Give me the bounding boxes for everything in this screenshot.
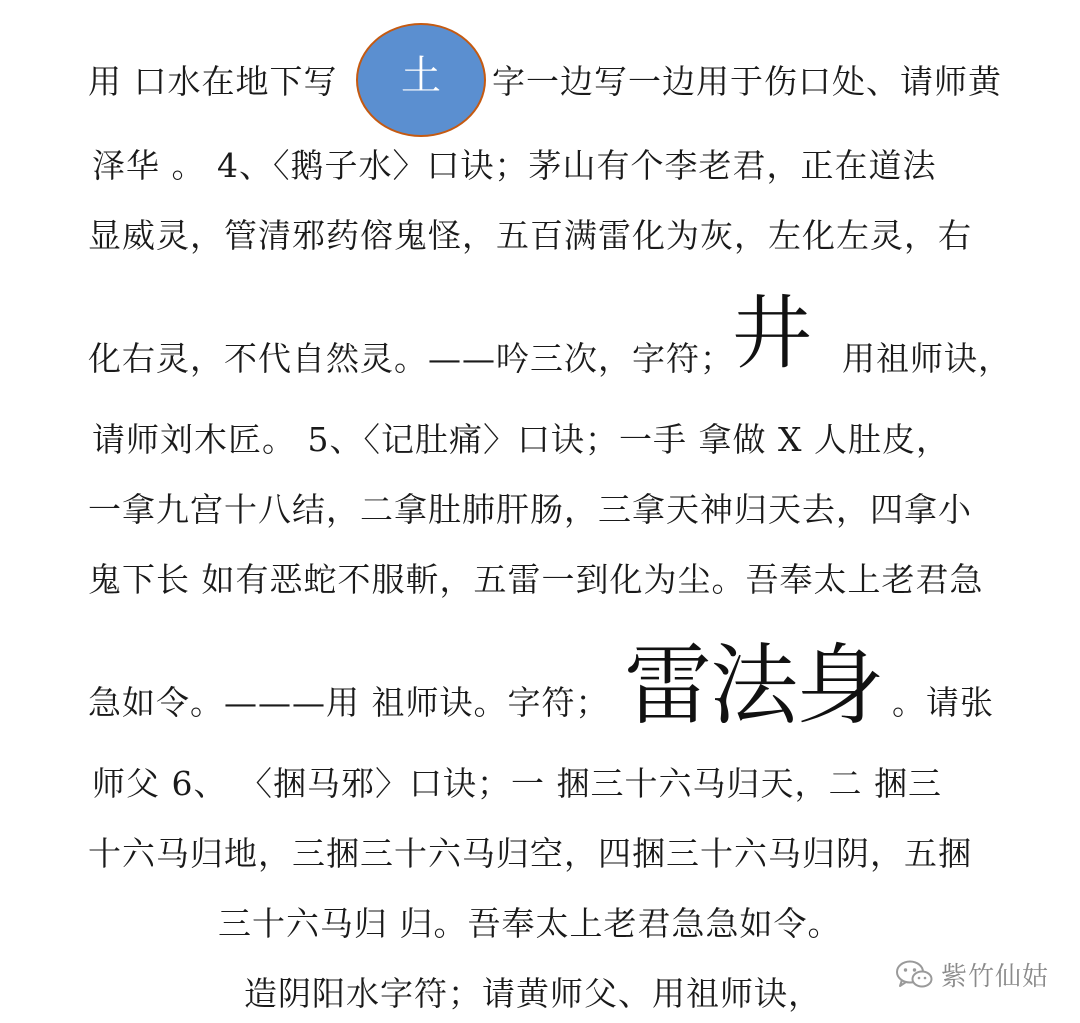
circle-character: 土	[401, 53, 441, 99]
line-12: 造阴阳水字符；请黄师父、用祖师诀，	[244, 974, 822, 1013]
line-8-start: 急如令。———用 祖师诀。字符；	[88, 683, 610, 722]
line-11: 三十六马归 归。吾奉太上老君急急如令。	[218, 904, 842, 943]
line-1-end: 字一边写一边用于伤口处、请师黄	[492, 62, 1002, 101]
line-10: 十六马归地，三捆三十六马归空，四捆三十六马归阴，五捆	[88, 834, 972, 873]
line-1-start: 用 口水在地下写	[88, 62, 338, 101]
line-9: 师父 6、 〈捆马邪〉口诀；一 捆三十六马归天，二 捆三	[92, 764, 942, 803]
jing-talisman-character: 井	[732, 287, 812, 380]
line-7: 鬼下长 如有恶蛇不服斬，五雷一到化为尘。吾奉太上老君急	[88, 560, 984, 599]
line-8-end: 。请张	[892, 683, 994, 722]
blue-circle-symbol	[356, 23, 486, 137]
watermark	[895, 956, 1049, 993]
line-2: 泽华 。 4、〈鹅子水〉口诀；茅山有个李老君，正在道法	[92, 146, 937, 185]
wechat-icon	[895, 959, 933, 991]
line-3: 显威灵，管清邪药傛鬼怪，五百满雷化为灰，左化左灵，右	[88, 216, 972, 255]
line-4-end: 用祖师诀，	[842, 339, 1012, 378]
line-4-start: 化右灵，不代自然灵。——吟三次，字符；	[88, 339, 734, 378]
line-6: 一拿九宫十八结，二拿肚肺肝肠，三拿天神归天去，四拿小	[88, 490, 972, 529]
leifashen-talisman-characters: 雷法身	[624, 634, 883, 737]
line-5: 请师刘木匠。 5、〈记肚痛〉口诀；一手 拿做 X 人肚皮，	[92, 420, 950, 459]
watermark-label: 紫竹仙姑	[941, 962, 1050, 992]
